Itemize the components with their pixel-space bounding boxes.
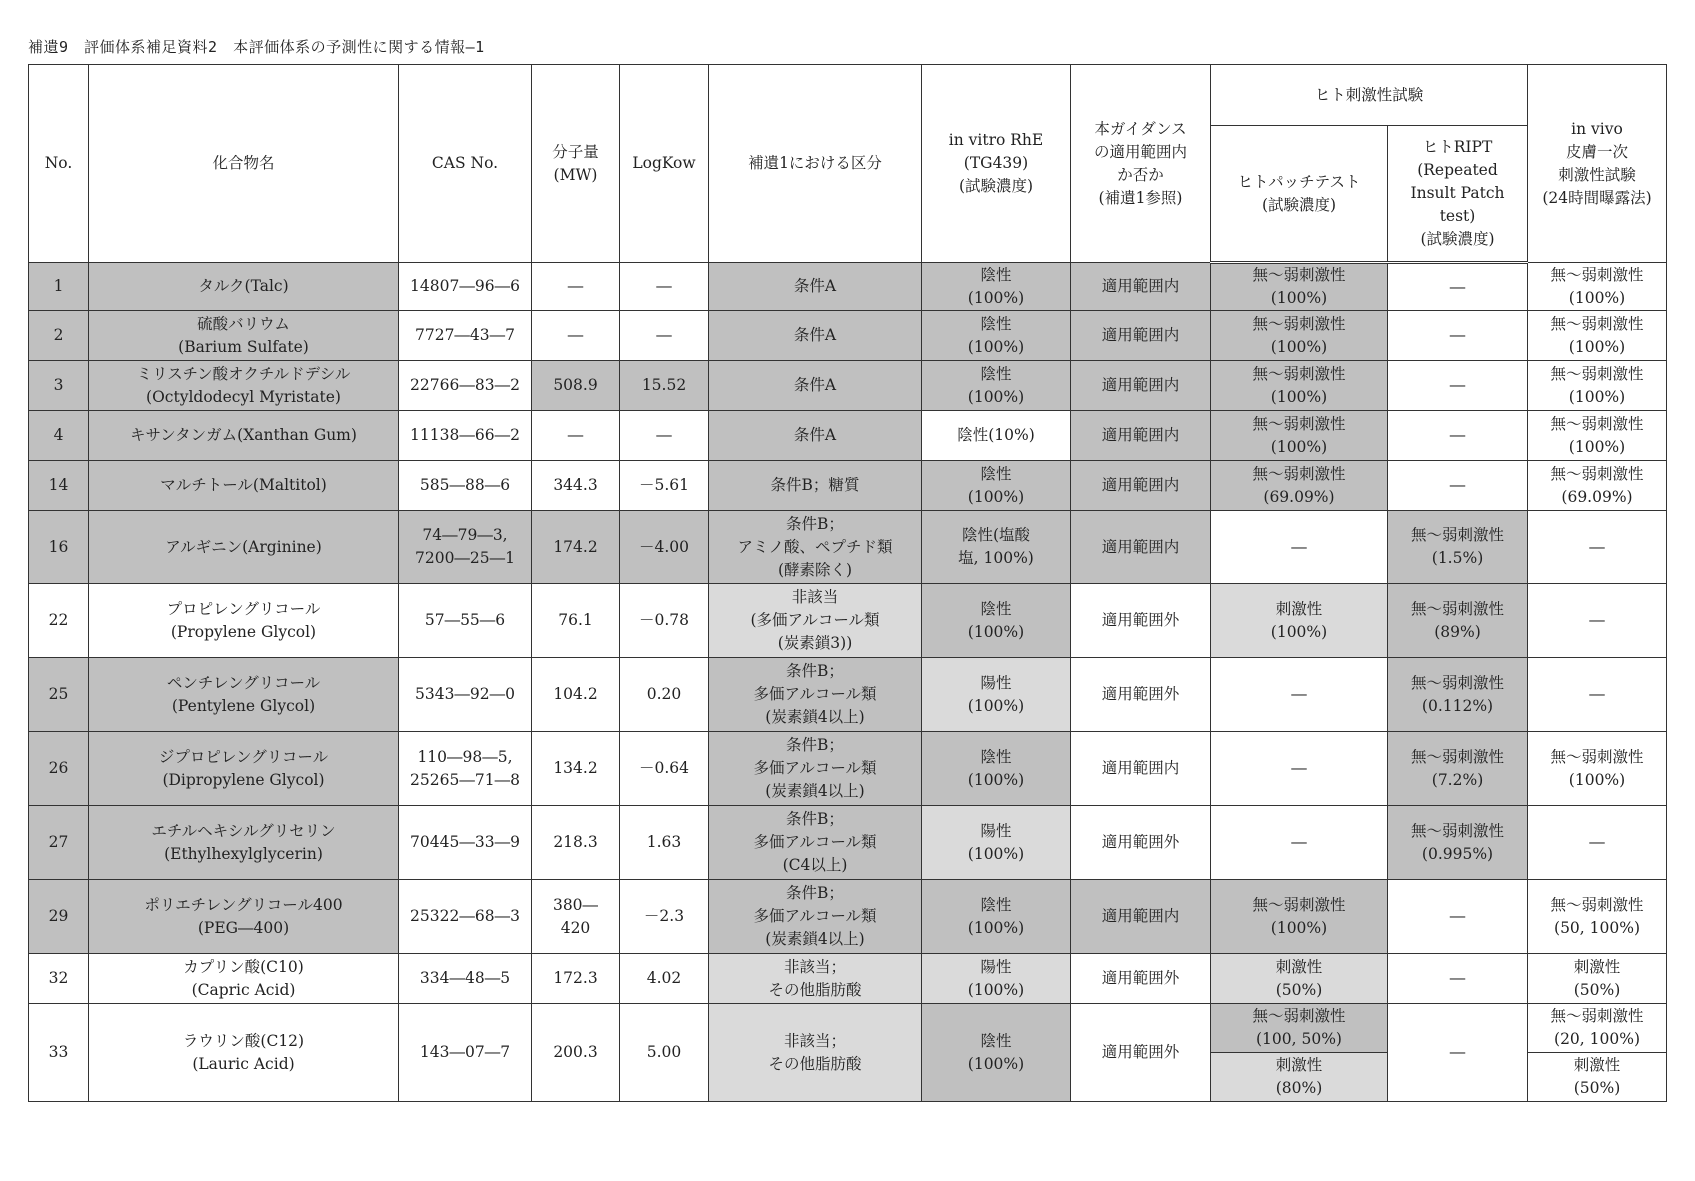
cell-name: マルチトール(Maltitol) <box>89 461 399 511</box>
cell-mw: ― <box>532 263 620 311</box>
cell-ript: ― <box>1388 461 1528 511</box>
cell-mw: 344.3 <box>532 461 620 511</box>
cell-invitro: 陰性 (100%) <box>922 461 1071 511</box>
cell-name: プロピレングリコール (Propylene Glycol) <box>89 584 399 658</box>
header-invitro: in vitro RhE (TG439) (試験濃度) <box>922 65 1071 263</box>
cell-cas: 5343―92―0 <box>399 658 532 732</box>
cell-invivo: 無～弱刺激性 (50, 100%) <box>1528 880 1667 954</box>
table-row <box>29 411 1667 461</box>
cell-scope: 適用範囲内 <box>1071 461 1211 511</box>
cell-cas: 334―48―5 <box>399 954 532 1004</box>
cell-cas: 7727―43―7 <box>399 311 532 361</box>
cell-patch: 無～弱刺激性 (100, 50%) <box>1211 1004 1388 1053</box>
header-mw: 分子量 (MW) <box>532 65 620 263</box>
table-row <box>29 584 1667 658</box>
cell-logkow: 4.02 <box>620 954 709 1004</box>
cell-cas: 70445―33―9 <box>399 806 532 880</box>
cell-logkow: ― <box>620 263 709 311</box>
cell-scope: 適用範囲外 <box>1071 584 1211 658</box>
cell-mw: ― <box>532 411 620 461</box>
cell-no: 29 <box>29 880 89 954</box>
cell-cas: 25322―68―3 <box>399 880 532 954</box>
cell-category: 条件B； アミノ酸、ペプチド類 (酵素除く) <box>709 511 922 584</box>
cell-invivo: 無～弱刺激性 (20, 100%) <box>1528 1004 1667 1053</box>
cell-category: 非該当； その他脂肪酸 <box>709 954 922 1004</box>
cell-name: ジプロピレングリコール (Dipropylene Glycol) <box>89 732 399 806</box>
cell-logkow: －0.78 <box>620 584 709 658</box>
cell-ript: ― <box>1388 311 1528 361</box>
cell-patch: 無～弱刺激性 (100%) <box>1211 263 1388 311</box>
cell-invitro: 陰性 (100%) <box>922 1004 1071 1102</box>
cell-patch: ― <box>1211 511 1388 584</box>
cell-category: 非該当； その他脂肪酸 <box>709 1004 922 1102</box>
header-category: 補遺1における区分 <box>709 65 922 263</box>
table-row <box>29 1004 1667 1053</box>
cell-no: 1 <box>29 263 89 311</box>
cell-logkow: ― <box>620 311 709 361</box>
cell-name: ペンチレングリコール (Pentylene Glycol) <box>89 658 399 732</box>
cell-scope: 適用範囲内 <box>1071 511 1211 584</box>
cell-logkow: －0.64 <box>620 732 709 806</box>
cell-ript: ― <box>1388 954 1528 1004</box>
cell-invivo: 無～弱刺激性 (100%) <box>1528 263 1667 311</box>
cell-ript: 無～弱刺激性 (0.112%) <box>1388 658 1528 732</box>
cell-cas: 11138―66―2 <box>399 411 532 461</box>
cell-invitro: 陰性 (100%) <box>922 361 1071 411</box>
cell-scope: 適用範囲内 <box>1071 732 1211 806</box>
cell-invivo: 無～弱刺激性 (69.09%) <box>1528 461 1667 511</box>
cell-no: 25 <box>29 658 89 732</box>
cell-patch: 無～弱刺激性 (100%) <box>1211 311 1388 361</box>
cell-category: 非該当 (多価アルコール類 (炭素鎖3)) <box>709 584 922 658</box>
cell-name: アルギニン(Arginine) <box>89 511 399 584</box>
cell-mw: 134.2 <box>532 732 620 806</box>
cell-invivo: 無～弱刺激性 (100%) <box>1528 411 1667 461</box>
cell-invitro: 陰性(塩酸 塩, 100%) <box>922 511 1071 584</box>
cell-category: 条件A <box>709 263 922 311</box>
cell-logkow: ― <box>620 411 709 461</box>
table-row <box>29 263 1667 311</box>
cell-category: 条件A <box>709 361 922 411</box>
cell-mw: 104.2 <box>532 658 620 732</box>
table-row <box>29 658 1667 732</box>
cell-patch: 刺激性 (100%) <box>1211 584 1388 658</box>
cell-cas: 585―88―6 <box>399 461 532 511</box>
cell-invitro: 陽性 (100%) <box>922 658 1071 732</box>
cell-invitro: 陰性 (100%) <box>922 311 1071 361</box>
cell-invitro: 陰性 (100%) <box>922 263 1071 311</box>
cell-ript: ― <box>1388 263 1528 311</box>
cell-category: 条件B； 多価アルコール類 (炭素鎖4以上) <box>709 732 922 806</box>
header-human-group: ヒト刺激性試験 <box>1211 65 1528 126</box>
cell-patch: 無～弱刺激性 (100%) <box>1211 411 1388 461</box>
cell-mw: 200.3 <box>532 1004 620 1102</box>
cell-ript: 無～弱刺激性 (1.5%) <box>1388 511 1528 584</box>
cell-logkow: －5.61 <box>620 461 709 511</box>
cell-invivo: 無～弱刺激性 (100%) <box>1528 311 1667 361</box>
cell-logkow: 1.63 <box>620 806 709 880</box>
cell-cas: 110―98―5, 25265―71―8 <box>399 732 532 806</box>
cell-cas: 57―55―6 <box>399 584 532 658</box>
cell-no: 14 <box>29 461 89 511</box>
cell-name: カプリン酸(C10) (Capric Acid) <box>89 954 399 1004</box>
cell-invivo: ― <box>1528 511 1667 584</box>
cell-mw: 508.9 <box>532 361 620 411</box>
cell-mw: 218.3 <box>532 806 620 880</box>
data-table <box>28 64 1667 1102</box>
cell-name: ミリスチン酸オクチルドデシル (Octyldodecyl Myristate) <box>89 361 399 411</box>
cell-no: 3 <box>29 361 89 411</box>
cell-patch: 無～弱刺激性 (100%) <box>1211 880 1388 954</box>
header-no: No. <box>29 65 89 263</box>
cell-name: ポリエチレングリコール400 (PEG―400) <box>89 880 399 954</box>
cell-invivo: ― <box>1528 658 1667 732</box>
cell-mw: 174.2 <box>532 511 620 584</box>
cell-category: 条件A <box>709 411 922 461</box>
table-row <box>29 311 1667 361</box>
cell-no: 26 <box>29 732 89 806</box>
header-cas: CAS No. <box>399 65 532 263</box>
cell-category: 条件B； 多価アルコール類 (C4以上) <box>709 806 922 880</box>
cell-ript: ― <box>1388 1004 1528 1102</box>
cell-invivo: 無～弱刺激性 (100%) <box>1528 732 1667 806</box>
header-human-patch: ヒトパッチテスト (試験濃度) <box>1211 126 1388 263</box>
cell-patch: 刺激性 (50%) <box>1211 954 1388 1004</box>
cell-name: ラウリン酸(C12) (Lauric Acid) <box>89 1004 399 1102</box>
cell-no: 27 <box>29 806 89 880</box>
header-name: 化合物名 <box>89 65 399 263</box>
cell-no: 32 <box>29 954 89 1004</box>
cell-no: 2 <box>29 311 89 361</box>
cell-patch: ― <box>1211 806 1388 880</box>
table-row <box>29 361 1667 411</box>
cell-invitro: 陰性 (100%) <box>922 584 1071 658</box>
cell-invitro: 陰性 (100%) <box>922 732 1071 806</box>
page-caption: 補遺9 評価体系補足資料2 本評価体系の予測性に関する情報―1 <box>28 38 485 56</box>
cell-ript: 無～弱刺激性 (0.995%) <box>1388 806 1528 880</box>
cell-invivo: 刺激性 (50%) <box>1528 954 1667 1004</box>
cell-cas: 74―79―3, 7200―25―1 <box>399 511 532 584</box>
cell-category: 条件B；糖質 <box>709 461 922 511</box>
header-human-ript: ヒトRIPT (Repeated Insult Patch test) (試験濃度) <box>1388 126 1528 263</box>
cell-cas: 22766―83―2 <box>399 361 532 411</box>
cell-no: 16 <box>29 511 89 584</box>
cell-ript: ― <box>1388 361 1528 411</box>
cell-name: エチルヘキシルグリセリン (Ethylhexylglycerin) <box>89 806 399 880</box>
cell-category: 条件B； 多価アルコール類 (炭素鎖4以上) <box>709 880 922 954</box>
table-row <box>29 954 1667 1004</box>
cell-mw: 172.3 <box>532 954 620 1004</box>
cell-logkow: －2.3 <box>620 880 709 954</box>
cell-scope: 適用範囲内 <box>1071 411 1211 461</box>
cell-invitro: 陽性 (100%) <box>922 954 1071 1004</box>
table-row <box>29 511 1667 584</box>
cell-cas: 14807―96―6 <box>399 263 532 311</box>
cell-scope: 適用範囲外 <box>1071 806 1211 880</box>
cell-invivo: ― <box>1528 806 1667 880</box>
cell-scope: 適用範囲外 <box>1071 954 1211 1004</box>
cell-mw: 76.1 <box>532 584 620 658</box>
cell-invitro: 陽性 (100%) <box>922 806 1071 880</box>
cell-scope: 適用範囲外 <box>1071 1004 1211 1102</box>
cell-invitro: 陰性(10%) <box>922 411 1071 461</box>
cell-scope: 適用範囲外 <box>1071 658 1211 732</box>
header-logkow: LogKow <box>620 65 709 263</box>
cell-patch: ― <box>1211 658 1388 732</box>
cell-scope: 適用範囲内 <box>1071 263 1211 311</box>
cell-category: 条件A <box>709 311 922 361</box>
cell-invitro: 陰性 (100%) <box>922 880 1071 954</box>
cell-patch: 無～弱刺激性 (100%) <box>1211 361 1388 411</box>
cell-no: 33 <box>29 1004 89 1102</box>
header-invivo: in vivo 皮膚一次 刺激性試験 (24時間曝露法) <box>1528 65 1667 263</box>
cell-logkow: 0.20 <box>620 658 709 732</box>
cell-invivo: ― <box>1528 584 1667 658</box>
cell-patch: ― <box>1211 732 1388 806</box>
cell-patch: 刺激性 (80%) <box>1211 1053 1388 1102</box>
cell-cas: 143―07―7 <box>399 1004 532 1102</box>
cell-name: タルク(Talc) <box>89 263 399 311</box>
cell-no: 4 <box>29 411 89 461</box>
table-row <box>29 880 1667 954</box>
cell-scope: 適用範囲内 <box>1071 361 1211 411</box>
cell-mw: 380― 420 <box>532 880 620 954</box>
table-row <box>29 461 1667 511</box>
cell-ript: ― <box>1388 880 1528 954</box>
cell-scope: 適用範囲内 <box>1071 880 1211 954</box>
cell-name: 硫酸バリウム (Barium Sulfate) <box>89 311 399 361</box>
cell-name: キサンタンガム(Xanthan Gum) <box>89 411 399 461</box>
cell-ript: 無～弱刺激性 (7.2%) <box>1388 732 1528 806</box>
cell-no: 22 <box>29 584 89 658</box>
cell-logkow: －4.00 <box>620 511 709 584</box>
cell-ript: ― <box>1388 411 1528 461</box>
cell-logkow: 15.52 <box>620 361 709 411</box>
table-row <box>29 732 1667 806</box>
cell-category: 条件B； 多価アルコール類 (炭素鎖4以上) <box>709 658 922 732</box>
cell-logkow: 5.00 <box>620 1004 709 1102</box>
table-row <box>29 806 1667 880</box>
cell-mw: ― <box>532 311 620 361</box>
cell-patch: 無～弱刺激性 (69.09%) <box>1211 461 1388 511</box>
cell-scope: 適用範囲内 <box>1071 311 1211 361</box>
header-scope: 本ガイダンス の適用範囲内 か否か (補遺1参照) <box>1071 65 1211 263</box>
cell-ript: 無～弱刺激性 (89%) <box>1388 584 1528 658</box>
cell-invivo: 刺激性 (50%) <box>1528 1053 1667 1102</box>
cell-invivo: 無～弱刺激性 (100%) <box>1528 361 1667 411</box>
